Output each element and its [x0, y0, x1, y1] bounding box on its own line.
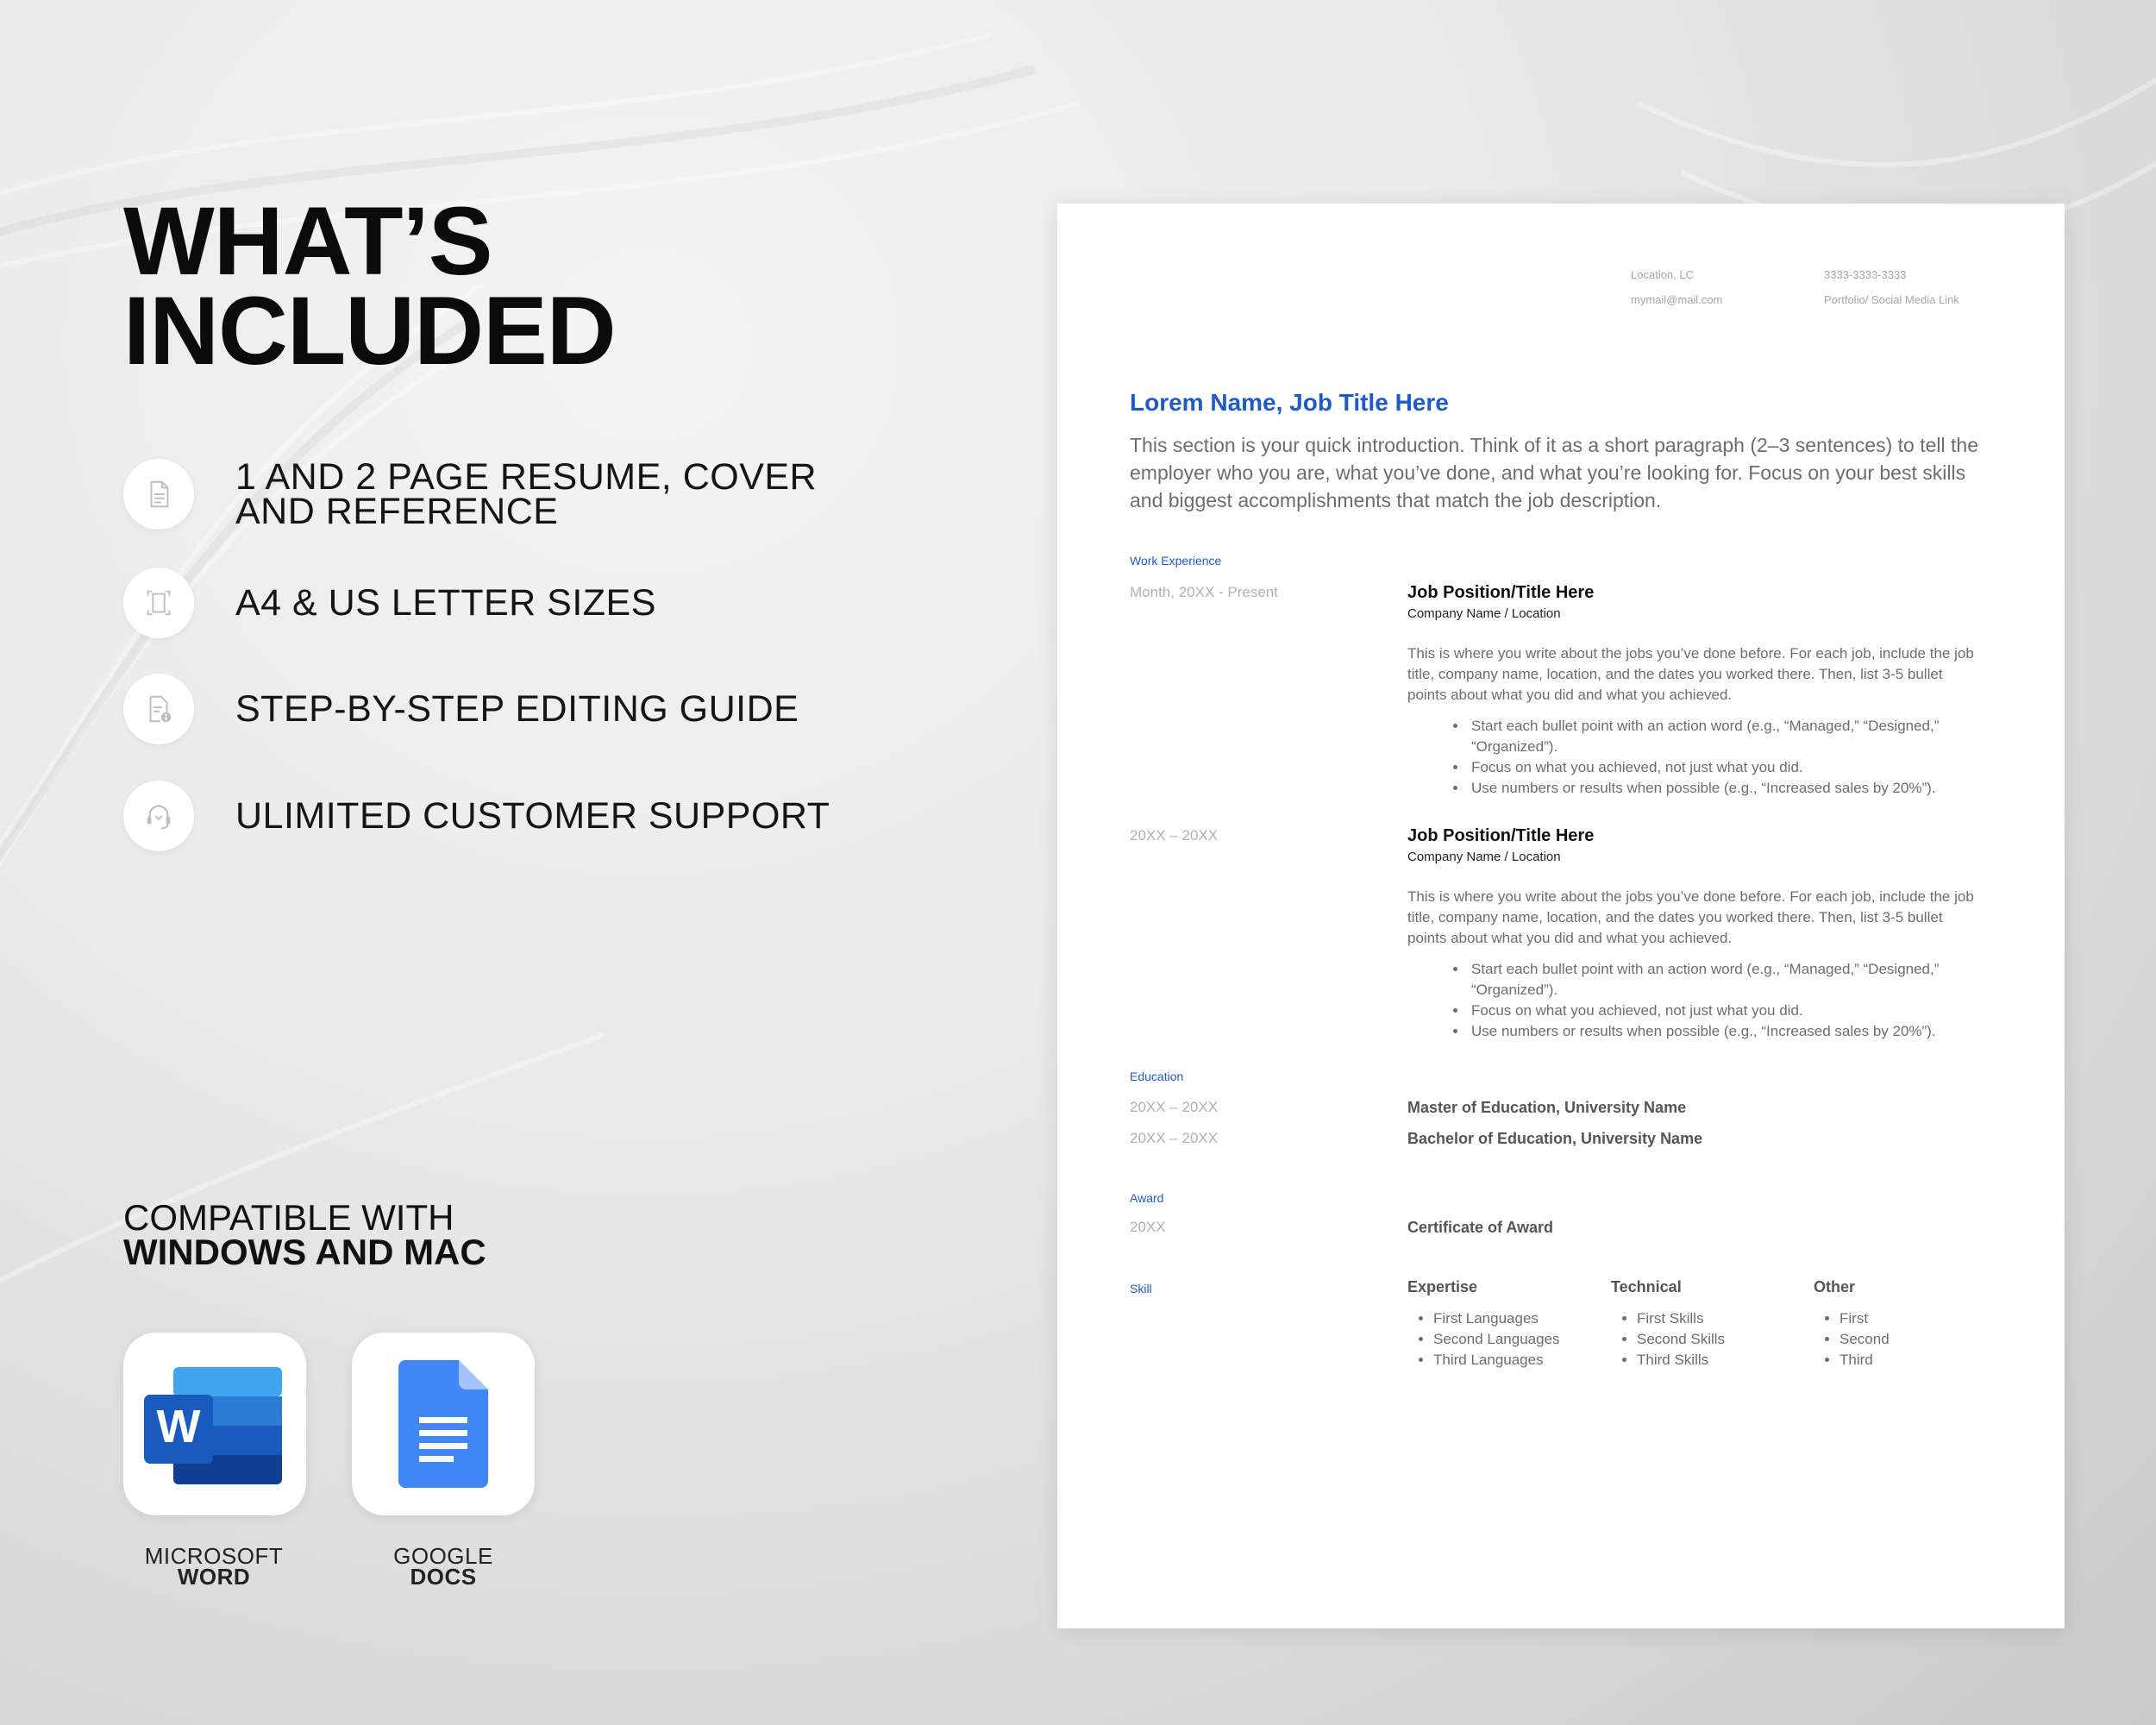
word-app-name [110, 1543, 317, 1590]
feature-item [123, 568, 891, 638]
job-description: This is where you write about the jobs you’ve done before. For each job, include the job title, company name, location, and the dates you worked there. Then, list 3-5 bullet points about what you did and what you achieved. [1407, 645, 1974, 703]
skill-list [1407, 1308, 1606, 1371]
education-dates: 20XX – 20XX [1130, 1099, 1219, 1115]
contact-portfolio: Portfolio/ Social Media Link [1824, 293, 1959, 306]
heading-line-1: WHAT’S [123, 187, 492, 295]
headset-support-icon [123, 781, 194, 851]
guide-document-icon [123, 674, 194, 744]
section-award: Award [1130, 1191, 1164, 1205]
job-bullet: • Focus on what you achieved, not just what you did. [1468, 1000, 1951, 1021]
skill-item: • Third Languages [1433, 1350, 1606, 1371]
app-name-line-1: GOOGLE [393, 1543, 493, 1569]
microsoft-word-card [123, 1333, 306, 1515]
feature-label: ULIMITED CUSTOMER SUPPORT [235, 795, 830, 837]
job-description: This is where you write about the jobs you’ve done before. For each job, include the job title, company name, location, and the dates you worked there. Then, list 3-5 bullet points about what you did and what you achieved. [1407, 888, 1974, 946]
microsoft-word-icon [123, 1333, 306, 1515]
skill-list [1611, 1308, 1809, 1371]
section-work-experience: Work Experience [1130, 554, 1222, 568]
job-title: Job Position/Title Here [1407, 583, 1595, 602]
section-skill: Skill [1130, 1282, 1152, 1295]
job-entry [1407, 583, 1994, 799]
compatibility-heading [123, 1197, 486, 1272]
compat-line-1: COMPATIBLE WITH [123, 1197, 454, 1238]
skill-item: • Second Languages [1433, 1329, 1606, 1350]
app-name-line-1: MICROSOFT [144, 1543, 284, 1569]
contact-location: Location, LC [1631, 268, 1694, 281]
job-company: Company Name / Location [1407, 850, 1561, 864]
skill-item: • Second Skills [1637, 1329, 1809, 1350]
feature-item [123, 674, 891, 744]
feature-label: A4 & US LETTER SIZES [235, 582, 656, 624]
skill-item: • Third [1839, 1350, 2012, 1371]
education-degree: Bachelor of Education, University Name [1407, 1130, 1703, 1147]
page-size-icon [123, 568, 194, 638]
contact-phone: 3333-3333-3333 [1824, 268, 1907, 281]
skill-heading: Technical [1611, 1278, 1682, 1295]
section-education: Education [1130, 1070, 1184, 1083]
job-bullet: • Start each bullet point with an action word (e.g., “Managed,” “Designed,” “Organized”). [1468, 716, 1951, 757]
skill-column [1814, 1278, 2012, 1371]
feature-item [123, 781, 891, 851]
job-bullets [1407, 959, 1951, 1042]
skill-list [1814, 1308, 2012, 1371]
job-bullet: • Use numbers or results when possible (e.g., “Increased sales by 20%”). [1468, 778, 1951, 799]
contact-email: mymail@mail.com [1631, 293, 1723, 306]
resume-preview-page [1057, 204, 2065, 1628]
google-docs-icon [352, 1333, 535, 1515]
job-bullet: • Start each bullet point with an action word (e.g., “Managed,” “Designed,” “Organized”). [1468, 959, 1951, 1000]
job-dates: Month, 20XX - Present [1130, 584, 1278, 600]
education-degree: Master of Education, University Name [1407, 1099, 1687, 1116]
skill-heading: Other [1814, 1278, 1856, 1295]
education-dates: 20XX – 20XX [1130, 1130, 1219, 1146]
job-bullet: • Focus on what you achieved, not just what you did. [1468, 757, 1951, 778]
feature-item [123, 456, 891, 532]
skill-item: • Third Skills [1637, 1350, 1809, 1371]
job-bullet: • Use numbers or results when possible (e.g., “Increased sales by 20%”). [1468, 1021, 1951, 1042]
page-heading [123, 187, 616, 385]
heading-line-2: INCLUDED [123, 277, 616, 385]
job-entry [1407, 826, 1994, 1042]
job-bullets [1407, 716, 1951, 799]
skill-column [1407, 1278, 1606, 1371]
skill-item: • First [1839, 1308, 2012, 1329]
skill-item: • Second [1839, 1329, 2012, 1350]
google-docs-card [352, 1333, 535, 1515]
job-dates: 20XX – 20XX [1130, 827, 1219, 844]
app-name-line-2: DOCS [410, 1564, 477, 1590]
svg-text:W: W [156, 1401, 201, 1452]
feature-label: 1 AND 2 PAGE RESUME, COVER AND REFERENCE [235, 456, 818, 532]
resume-intro: This section is your quick introduction. Think of it as a short paragraph (2–3 sentences) to tell the employer who you are, what you’ve done, and what you’re looking for. Focus on your best skills and biggest accomplishments that match the job description. [1130, 434, 1978, 511]
award-date: 20XX [1130, 1219, 1166, 1235]
docs-app-name [340, 1543, 547, 1590]
app-name-line-2: WORD [177, 1564, 251, 1590]
resume-name-title: Lorem Name, Job Title Here [1130, 389, 1449, 416]
job-company: Company Name / Location [1407, 606, 1561, 621]
document-icon [123, 459, 194, 530]
feature-label: STEP-BY-STEP EDITING GUIDE [235, 688, 799, 730]
compat-line-2: WINDOWS AND MAC [123, 1232, 486, 1272]
skill-item: • First Languages [1433, 1308, 1606, 1329]
skill-item: • First Skills [1637, 1308, 1809, 1329]
award-name: Certificate of Award [1407, 1219, 1554, 1236]
job-title: Job Position/Title Here [1407, 826, 1595, 845]
skill-heading: Expertise [1407, 1278, 1478, 1295]
skill-column [1611, 1278, 1809, 1371]
